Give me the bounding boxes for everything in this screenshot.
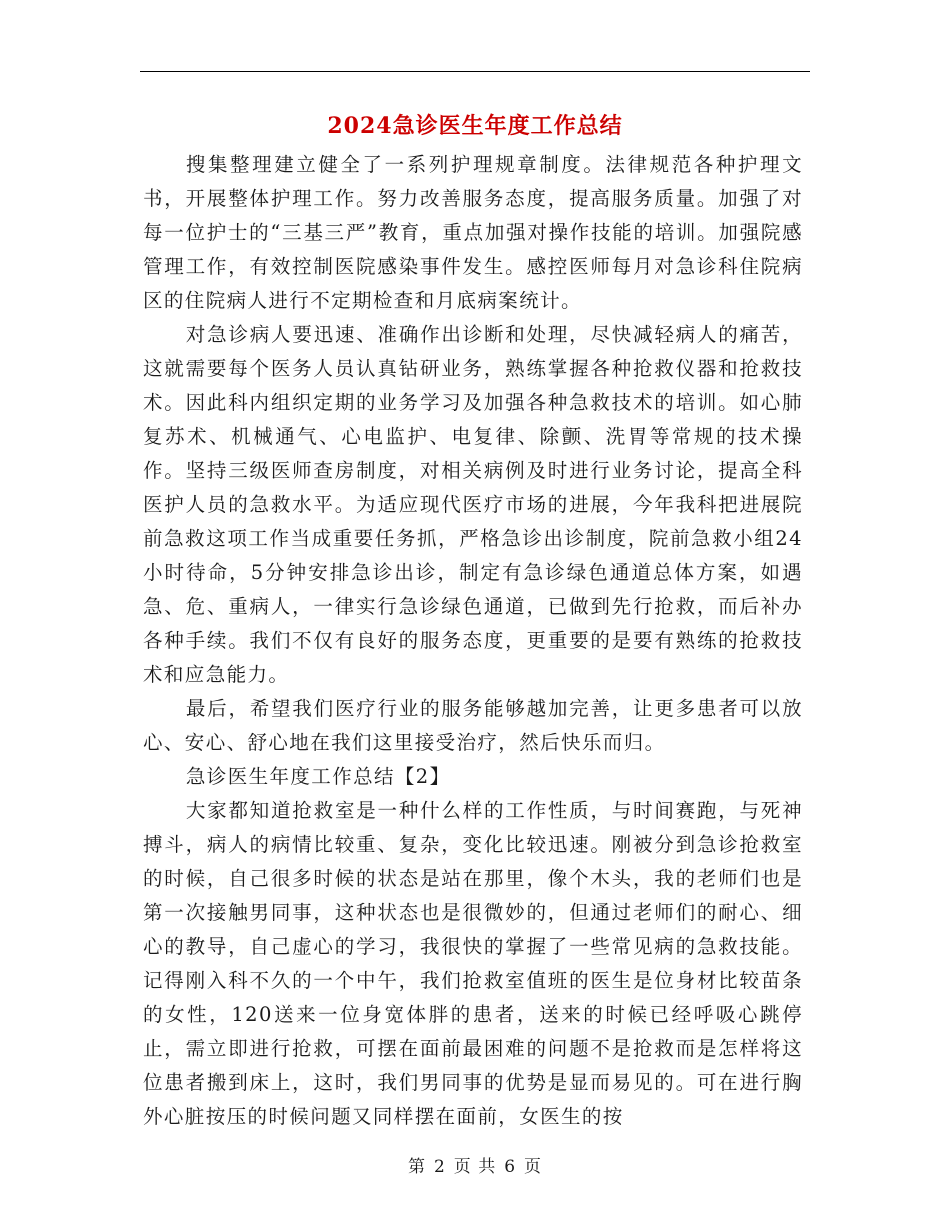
body-paragraph: 最后，希望我们医疗行业的服务能够越加完善，让更多患者可以放心、安心、舒心地在我们这里接受治疗，然后快乐而归。 <box>143 697 803 754</box>
page-prefix: 第 <box>407 1157 426 1177</box>
page-suffix: 页 <box>524 1157 543 1177</box>
page-mid-text: 页 共 <box>453 1157 497 1177</box>
body-paragraph: 对急诊病人要迅速、准确作出诊断和处理，尽快减轻病人的痛苦，这就需要每个医务人员认真钻研业务，熟练掌握各种抢救仪器和抢救技术。因此科内组织定期的业务学习及加强各种急救技术的培训。如心肺复苏术、机械通气、心电监护、电复律、除颤、洗胃等常规的技术操作。坚持三级医师查房制度，对相关病例及时进行业务讨论，提高全科医护人员的急救水平。为适应现代医疗市场的进展，今年我科把进展院前急救这项工作当成重要任务抓，严格急诊出诊制度，院前急救小组24小时待命，5分钟安排急诊出诊，制定有急诊绿色通道总体方案，如遇急、危、重病人，一律实行急诊绿色通道，已做到先行抢救，而后补办各种手续。我们不仅有良好的服务态度，更重要的是要有熟练的抢救技术和应急能力。 <box>143 323 803 686</box>
body-paragraph: 大家都知道抢救室是一种什么样的工作性质，与时间赛跑，与死神搏斗，病人的病情比较重、复杂，变化比较迅速。刚被分到急诊抢救室的时候，自己很多时候的状态是站在那里，像个木头，我的老师们也是第一次接触男同事，这种状态也是很微妙的，但通过老师们的耐心、细心的教导，自己虚心的学习，我很快的掌握了一些常见病的急救技能。记得刚入科不久的一个中午，我们抢救室值班的医生是位身材比较苗条的女性，120送来一位身宽体胖的患者，送来的时候已经呼吸心跳停止，需立即进行抢救，可摆在面前最困难的问题不是抢救而是怎样将这位患者搬到床上，这时，我们男同事的优势是显而易见的。可在进行胸外心脏按压的时候问题又同样摆在面前，女医生的按 <box>143 799 803 1128</box>
body-paragraph: 搜集整理建立健全了一系列护理规章制度。法律规范各种护理文书，开展整体护理工作。努力改善服务态度，提高服务质量。加强了对每一位护士的“三基三严”教育，重点加强对操作技能的培训。加强院感管理工作，有效控制医院感染事件发生。感控医师每月对急诊科住院病区的住院病人进行不定期检查和月底病案统计。 <box>143 153 803 312</box>
header-rule <box>140 71 810 72</box>
page-footer <box>140 1152 810 1177</box>
document-body <box>143 148 803 1134</box>
document-title: 2024急诊医生年度工作总结 <box>327 113 623 139</box>
section-heading: 急诊医生年度工作总结【2】 <box>185 765 451 788</box>
page-current-number: 2 <box>433 1157 446 1177</box>
page-total-number: 6 <box>504 1157 517 1177</box>
